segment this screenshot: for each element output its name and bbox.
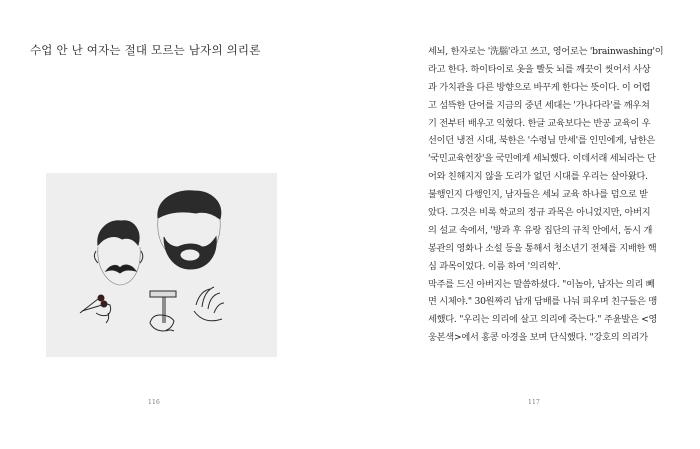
text-line: 불행인지 다행인지, 남자들은 세뇌 교육 하나를 덤으로 받: [428, 189, 648, 201]
text-line: 봉관의 영화나 소설 등을 통해서 청소년기 전체를 지배한 핵: [428, 242, 657, 254]
text-line: 고 섬뜩한 단어를 지금의 중년 세대는 '가나다라'를 깨우쳐: [428, 99, 650, 111]
illustration-shaving-men: [46, 173, 277, 357]
text-line: 기 전부터 배우고 익혔다. 한글 교육보다는 반공 교육이 우: [428, 117, 651, 129]
right-page: [350, 0, 700, 449]
text-line: 막주를 드신 아버지는 말씀하셨다. "이놈아, 남자는 의리 빼: [428, 278, 655, 290]
body-text: [428, 43, 682, 347]
chapter-header-title: 수업 안 난 여자는 절대 모르는 남자의 의리론: [30, 43, 261, 57]
text-line: 면 시체야." 30원짜리 납개 담배를 나눠 피우며 친구들은 맹: [428, 296, 657, 308]
text-line: 세했다. "우리는 의리에 살고 의리에 죽는다." 주윤발은 <영: [428, 314, 658, 326]
text-line: 세뇌, 한자로는 '洗腦'라고 쓰고, 영어로는 'brainwashing'이: [428, 46, 664, 57]
text-line: 과 가치관을 다른 방향으로 바꾸게 한다는 뜻이다. 이 어렵: [428, 81, 651, 93]
text-line: 심 과목이었다. 이름 하여 '의리학'.: [428, 260, 561, 272]
page-number-left: 116: [148, 399, 161, 406]
text-line: 았다. 그것은 비록 학교의 정규 과목은 아니었지만, 아버지: [428, 207, 651, 219]
page-number-right: 117: [528, 399, 541, 406]
text-line: 어와 친해지지 않을 도리가 없던 시대를 우리는 살아왔다.: [428, 171, 648, 183]
text-line: 라고 한다. 하이타이로 옷을 빨듯 뇌를 깨끗이 씻어서 사상: [428, 63, 651, 75]
text-line: 웅본색>에서 홍콩 아경을 보며 단식했다. "강호의 의리가: [428, 332, 648, 344]
text-line: 의 설교 속에서, '방과 후 유랑 집단의 규칙 안에서, 동시 개: [428, 224, 653, 236]
text-line: '국민교육헌장'을 국민에게 세뇌했다. 이데서래 세뇌라는 단: [428, 153, 656, 165]
text-line: 선이던 냉전 시대, 북한은 '수령님 만세'를 인민에게, 남한은: [428, 135, 655, 147]
